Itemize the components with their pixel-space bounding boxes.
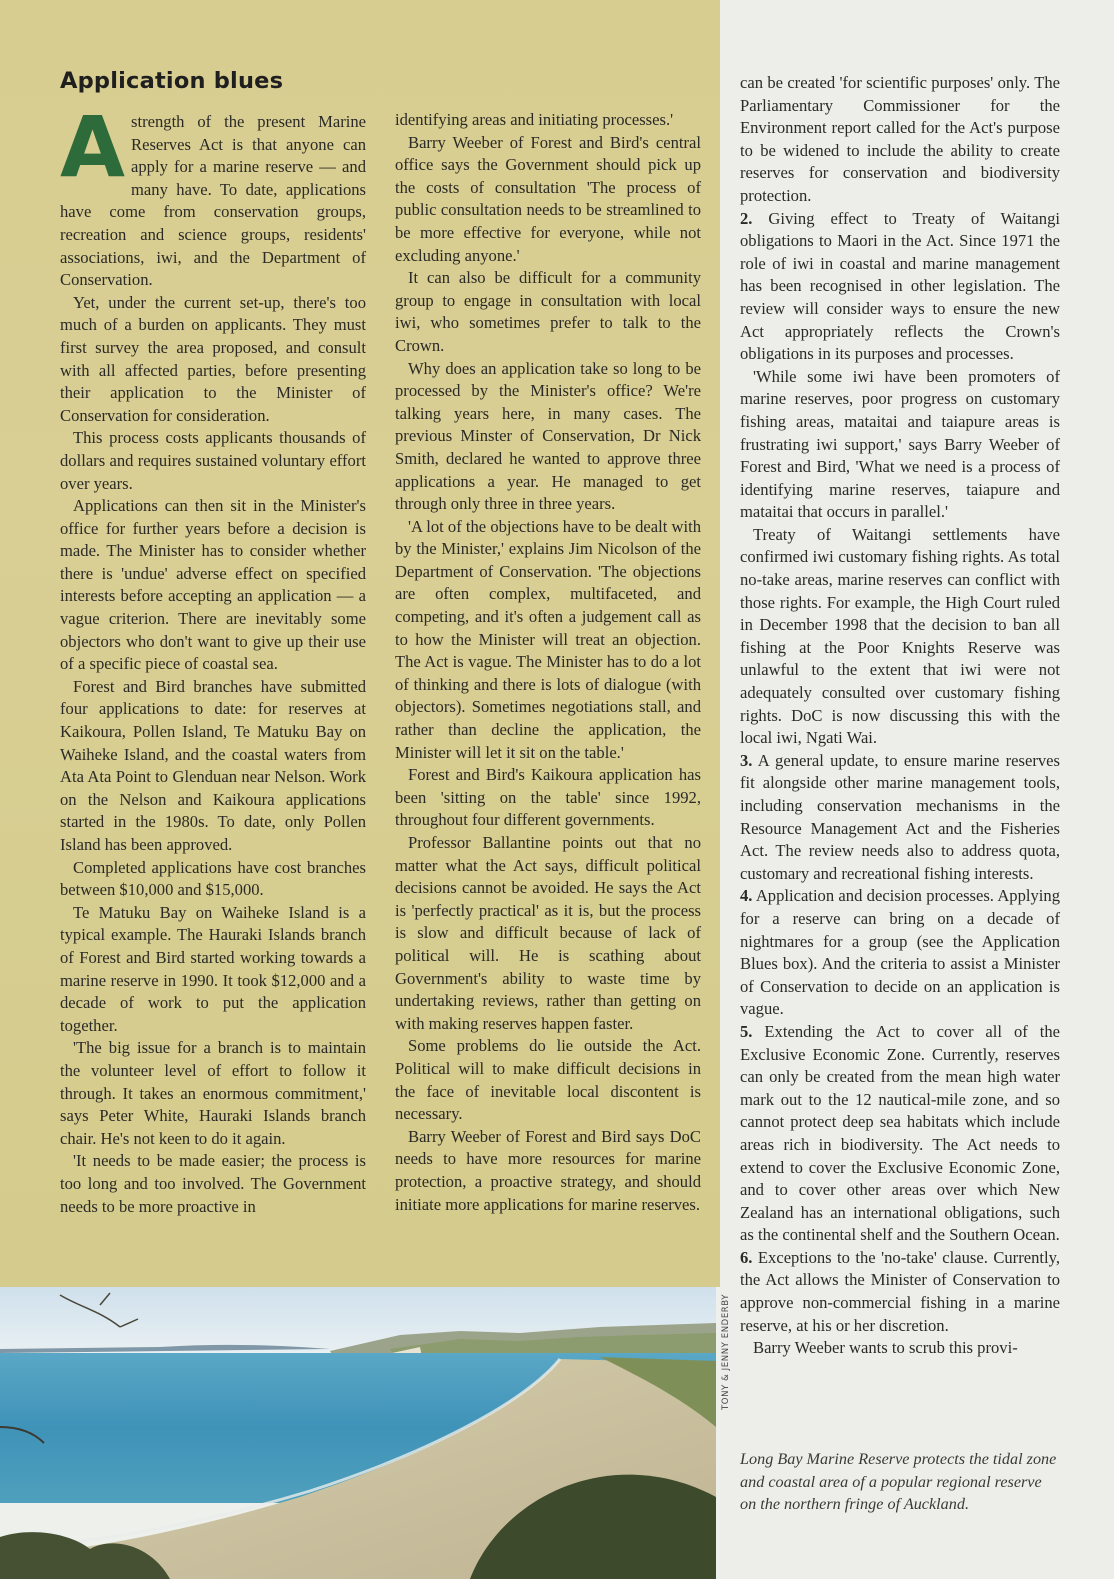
- paragraph: Te Matuku Bay on Waiheke Island is a typical example. The Hauraki Islands branch of Forest and Bird started working towards a marine reserve in 1990. It took $12,000 and a decade of work to put the application together.: [60, 902, 366, 1035]
- paragraph: Applications can then sit in the Minister's office for further years before a decision is made. The Minister has to consider whether there is 'undue' adverse effect on specified interests before accepting an application — a vague criterion. There are inevitably some objectors who don't want to give up their use of a specific piece of coastal sea.: [60, 496, 366, 674]
- paragraph: Barry Weeber of Forest and Bird says DoC needs to have more resources for marine protection, a proactive strategy, and should initiate more applications for marine reserves.: [395, 1126, 701, 1214]
- paragraph: It can also be difficult for a community group to engage in consultation with local iwi, who sometimes prefer to talk to the Crown.: [395, 268, 701, 355]
- paragraph: 'A lot of the objections have to be dealt with by the Minister,' explains Jim Nicolson of the Department of Conservation. 'The objections are often complex, multifaceted, and competing, and it's often a judgement call as to how the Minister will treat an objection. The Act is vague. The Minister has to do a lot of thinking and there is lots of dialogue (with objectors). Sometimes negotiations stall, and rather than decline the application, the Minister will let it sit on the table.': [395, 516, 701, 762]
- drop-cap: A: [60, 98, 126, 196]
- paragraph: Forest and Bird branches have submitted four applications to date: for reserves at Kaikoura, Pollen Island, Te Matuku Bay on Waiheke Island, and the coastal waters from Ata Ata Point to Glenduan near Nelson. Work on the Nelson and Kaikoura applications started in the 1980s. To date, only Pollen Island has been approved.: [60, 676, 366, 854]
- paragraph: Why does an application take so long to be processed by the Minister's office? We're talking years here, in many cases. The previous Minster of Conservation, Dr Nick Smith, declared he wanted to approve three applications a year. He managed to get through only three in three years.: [395, 358, 701, 514]
- list-item: 4. Application and decision processes. Applying for a reserve can bring on a decade of nightmares for a group (see the Application Blues box). And the criteria to assist a Minister of Conservation to decide on an application is vague.: [740, 886, 1061, 1019]
- list-item: 3. A general update, to ensure marine reserves fit alongside other marine management tools, including conservation mechanisms in the Resource Management Act and the Fisheries Act. The review needs also to address quota, customary and recreational fishing interests.: [740, 750, 1061, 883]
- paragraph: 'The big issue for a branch is to maintain the volunteer level of effort to follow it through. It takes an enormous commitment,' says Peter White, Hauraki Islands branch chair. He's not keen to do it again.: [60, 1038, 366, 1148]
- sidebar-column-1: [60, 98, 366, 1218]
- paragraph: Yet, under the current set-up, there's too much of a burden on applicants. They must first survey the area proposed, and consult with all affected parties, before presenting their application to the Minister of Conservation for consideration.: [60, 292, 366, 425]
- paragraph: Some problems do lie outside the Act. Political will to make difficult decisions in the face of inevitable local discontent is necessary.: [395, 1036, 701, 1124]
- sidebar-column-2: [395, 109, 701, 1216]
- paragraph: This process costs applicants thousands of dollars and requires sustained voluntary effort over years.: [60, 428, 366, 493]
- paragraph: Professor Ballantine points out that no matter what the Act says, difficult political decisions cannot be avoided. He says the Act is 'perfectly practical' as it is, but the process is slow and difficult because of lack of political will. He is scathing about Government's ability to waste time by undertaking reviews, rather than getting on with making reserves happen faster.: [395, 833, 701, 1033]
- paragraph: 'It needs to be made easier; the process is too long and too involved. The Government needs to be more proactive in: [60, 1151, 366, 1216]
- paragraph: Barry Weeber of Forest and Bird's central office says the Government should pick up the costs of consultation 'The process of public consultation needs to be streamlined to be more effective for everyone, while not excluding anyone.': [395, 132, 701, 265]
- paragraph: identifying areas and initiating processes.': [395, 110, 674, 129]
- main-column: [740, 72, 1060, 1360]
- paragraph: Barry Weeber wants to scrub this provi-: [753, 1338, 1018, 1358]
- photo-caption: Long Bay Marine Reserve protects the tidal zone and coastal area of a popular regional reserve on the northern fringe of Auckland.: [740, 1450, 1057, 1514]
- list-item: 2. Giving effect to Treaty of Waitangi obligations to Maori in the Act. Since 1971 the role of iwi in coastal and marine management has been recognised in other legislation. The review will consider ways to ensure the new Act appropriately reflects the Crown's obligations in its purposes and processes.: [740, 208, 1060, 364]
- paragraph: 'While some iwi have been promoters of marine reserves, poor progress on customary fishing areas, mataitai and taiapure areas is frustrating iwi support,' says Barry Weeber of Forest and Bird, 'What we need is a process of identifying marine reserves, taiapure and mataitai that occurs in parallel.': [740, 366, 1060, 522]
- photo-credit: TONY & JENNY ENDERBY: [721, 1293, 731, 1410]
- paragraph: Forest and Bird's Kaikoura application has been 'sitting on the table' since 1992, throughout four different governments.: [395, 765, 701, 830]
- paragraph: Completed applications have cost branches between $10,000 and $15,000.: [60, 857, 366, 900]
- list-item: 5. Extending the Act to cover all of the Exclusive Economic Zone. Currently, reserves can only be created from the mean high water mark out to the 12 nautical-mile zone, and so cannot protect deep sea habitats which include areas rich in biodiversity. The Act needs to extend to cover the Exclusive Economic Zone, and to cover other areas over which New Zealand has an international obligations, such as the continental shelf and the Southern Ocean.: [740, 1021, 1060, 1245]
- paragraph: Treaty of Waitangi settlements have confirmed iwi customary fishing rights. As total no-take areas, marine reserves can conflict with those rights. For example, the High Court ruled in December 1998 that the decision to ban all fishing at the Poor Knights Reserve was unlawful to the extent that iwi were not adequately consulted over customary fishing rights. DoC is now discussing this with the local iwi, Ngati Wai.: [740, 524, 1060, 748]
- paragraph: Astrength of the present Marine Reserves Act is that anyone can apply for a marine reserve — and many have. To date, applications have come from conservation groups, recreation and science groups, residents' associations, iwi, and the Department of Conservation.: [60, 98, 366, 290]
- paragraph: can be created 'for scientific purposes' only. The Parliamentary Commissioner for the Environment report called for the Act's purpose to be widened to include the ability to create reserves for conservation and biodiversity protection.: [740, 73, 1060, 205]
- beach-photo-illustration: [0, 1287, 716, 1579]
- list-item: 6. Exceptions to the 'no-take' clause. Currently, the Act allows the Minister of Conservation to approve non-commercial fishing in a marine reserve, at his or her discretion.: [740, 1247, 1060, 1335]
- sidebar-heading: Application blues: [60, 68, 284, 94]
- beach-photo: [0, 1287, 716, 1579]
